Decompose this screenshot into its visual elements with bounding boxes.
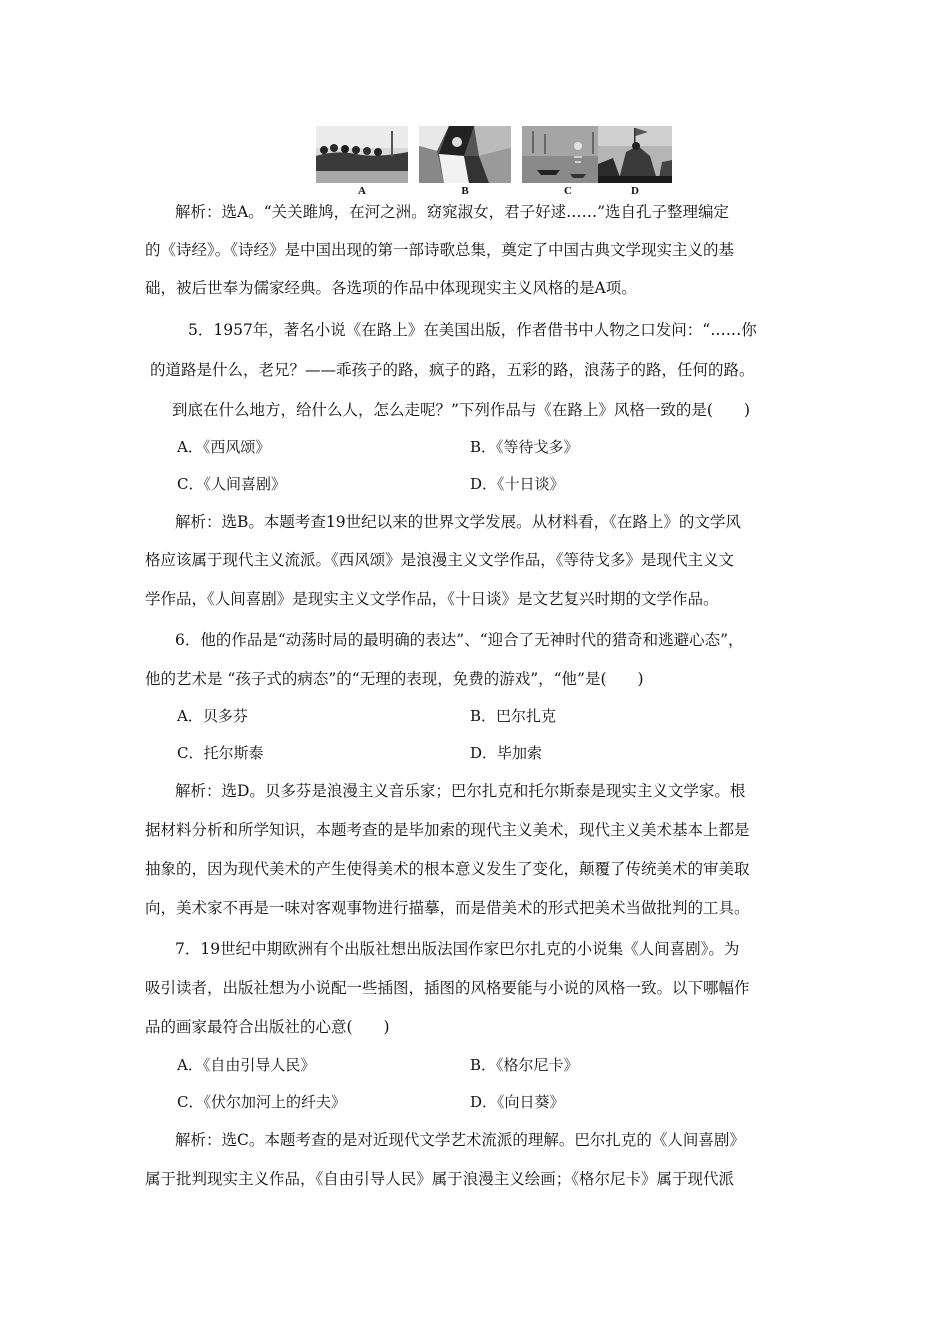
painting-b — [419, 126, 511, 197]
q5-option-c: C．《人间喜剧》 — [177, 475, 286, 493]
q6-option-c: C．托尔斯泰 — [177, 744, 264, 762]
q6-option-d: D．毕加索 — [470, 744, 543, 762]
liberty-leading-people-painting-icon — [598, 126, 672, 183]
q6-option-a: A．贝多芬 — [177, 707, 248, 725]
q6-explanation-line-4: 向，美术家不再是一味对客观事物进行描摹，而是借美术的形式把美术当做批判的工具。 — [145, 899, 750, 917]
q6-explanation-line-1: 解析：选D。贝多芬是浪漫主义音乐家；巴尔扎克和托尔斯泰是现实主义文学家。根 — [175, 782, 746, 800]
painting-b-label: B — [461, 185, 469, 197]
q4-explanation-line-3: 础，被后世奉为儒家经典。各选项的作品中体现现实主义风格的是A项。 — [145, 279, 637, 297]
q5-option-a: A．《西风颂》 — [177, 438, 271, 456]
q5-explanation-line-2: 格应该属于现代主义流派。《西风颂》是浪漫主义文学作品，《等待戈多》是现代主义文 — [145, 551, 735, 569]
q7-stem-line-1: 7．19世纪中期欧洲有个出版社想出版法国作家巴尔扎克的小说集《人间喜剧》。为 — [175, 940, 740, 958]
q5-explanation-line-1: 解析：选B。本题考查19世纪以来的世界文学发展。从材料看，《在路上》的文学风 — [175, 513, 741, 531]
barge-haulers-painting-icon — [316, 126, 408, 183]
q6-option-b: B．巴尔扎克 — [470, 707, 557, 725]
q7-option-d: D．《向日葵》 — [470, 1093, 565, 1111]
painting-d-label: D — [631, 185, 639, 197]
q4-explanation-line-2: 的《诗经》。《诗经》是中国出现的第一部诗歌总集，奠定了中国古典文学现实主义的基 — [145, 241, 735, 259]
q7-explanation-line-1: 解析：选C。本题考查的是对近现代文学艺术流派的理解。巴尔扎克的《人间喜剧》 — [175, 1131, 745, 1149]
q6-stem-line-2: 他的艺术是 “孩子式的病态”的“无理的表现，免费的游戏”，“他”是( ) — [145, 670, 644, 688]
q6-stem-line-1: 6．他的作品是“动荡时局的最明确的表达”、“迎合了无神时代的猎奇和逃避心态”， — [175, 631, 744, 649]
q7-option-a: A．《自由引导人民》 — [177, 1056, 316, 1074]
painting-figure-strip — [316, 126, 672, 200]
guernica-painting-icon — [419, 126, 511, 183]
q4-explanation-line-1: 解析：选A。“关关雎鸠，在河之洲。窈窕淑女，君子好逑……”选自孔子整理编定 — [175, 203, 730, 221]
painting-a — [316, 126, 408, 197]
q5-option-d: D．《十日谈》 — [470, 475, 565, 493]
q7-stem-line-2: 吸引读者，出版社想为小说配一些插图，插图的风格要能与小说的风格一致。以下哪幅作 — [145, 979, 750, 997]
painting-a-label: A — [358, 185, 366, 197]
q7-explanation-line-2: 属于批判现实主义作品，《自由引导人民》属于浪漫主义绘画；《格尔尼卡》属于现代派 — [145, 1170, 735, 1188]
q5-stem-line-2: 的道路是什么，老兄？——乖孩子的路，疯子的路，五彩的路，浪荡子的路，任何的路。 — [150, 361, 755, 379]
painting-c-label: C — [564, 185, 572, 197]
q7-option-b: B．《格尔尼卡》 — [470, 1056, 579, 1074]
q7-stem-line-3: 品的画家最符合出版社的心意( ) — [145, 1018, 390, 1036]
q5-explanation-line-3: 学作品，《人间喜剧》是现实主义文学作品，《十日谈》是文艺复兴时期的文学作品。 — [145, 590, 719, 608]
q5-stem-line-3: 到底在什么地方，给什么人，怎么走呢？”下列作品与《在路上》风格一致的是( ) — [172, 401, 751, 419]
q6-explanation-line-2: 据材料分析和所学知识，本题考查的是毕加索的现代主义美术，现代主义美术基本上都是 — [145, 821, 750, 839]
q7-option-c: C．《伏尔加河上的纤夫》 — [177, 1093, 346, 1111]
q6-explanation-line-3: 抽象的，因为现代美术的产生使得美术的根本意义发生了变化，颠覆了传统美术的审美取 — [145, 860, 750, 878]
painting-d — [598, 126, 672, 197]
q5-option-b: B．《等待戈多》 — [470, 438, 579, 456]
q5-stem-line-1: 5．1957年，著名小说《在路上》在美国出版，作者借书中人物之口发问：“……你 — [188, 321, 757, 339]
